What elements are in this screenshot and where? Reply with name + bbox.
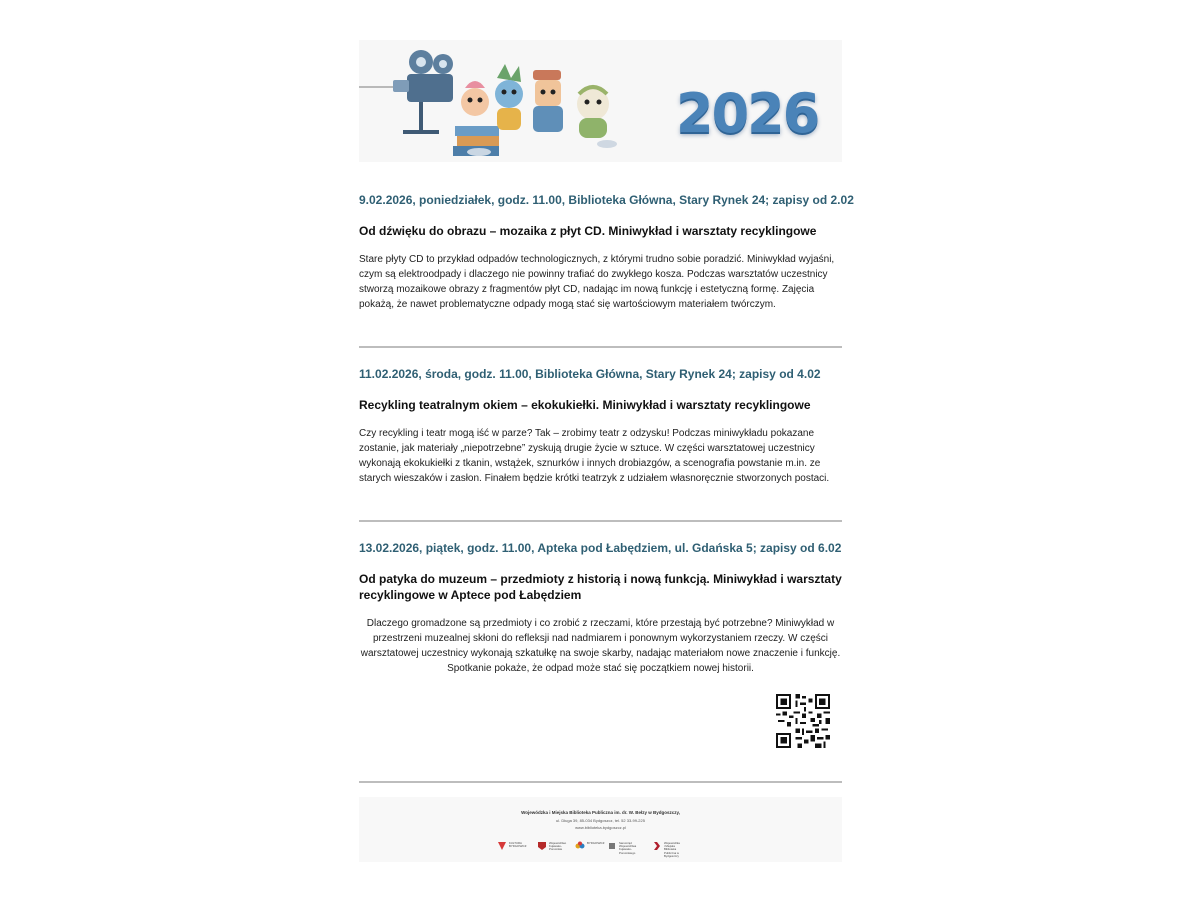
section-divider	[359, 520, 842, 522]
event-description: Dlaczego gromadzone są przedmioty i co zrobić z rzeczami, które przestają być potrzebne? Miniwykład w przestrzeni muzealnej skłoni do refleksji nad nadmiarem i ponownym wykorzystaniem rzeczy. W części warsztatowej uczestnicy wykonają szkatułkę na swoje skarby, nadając materiałom nowe znaczenie i funkcję. Spotkanie pokaże, że odpad może stać się początkiem nowej historii.	[360, 618, 841, 674]
event-date: 11.02.2026, środa, godz. 11.00, Biblioteka Główna, Stary Rynek 24; zapisy od 4.02	[359, 367, 821, 381]
header-divider	[359, 86, 393, 88]
year-heading: 2026	[676, 82, 819, 145]
bydgoszcz-logo-icon	[575, 841, 585, 851]
flyer-page	[359, 40, 854, 862]
event-2	[359, 367, 842, 486]
header-banner	[359, 40, 842, 162]
footer-logos: KULTURA BYDGOSZCZ Województwo Kujawsko-Pomorskie BYDGOSZCZ Samorząd Województwa Kujawsko-Pomorskiego Wojewódzka i Miejska Biblioteka Publiczna w Bydgoszczy	[497, 839, 697, 855]
voivodeship-crest-icon	[537, 841, 547, 851]
samorzad-logo-icon	[607, 841, 617, 851]
event-title: Od dźwięku do obrazu – mozaika z płyt CD. Miniwykład i warsztaty recyklingowe	[359, 224, 817, 238]
event-title: Od patyka do muzeum – przedmioty z historią i nową funkcją. Miniwykład i warsztaty recyklingowe w Aptece pod Łabędziem	[359, 572, 842, 602]
footer-address: ul. Długa 39, 85-034 Bydgoszcz, tel. 52 33-99-225	[556, 818, 645, 823]
footer	[359, 797, 842, 862]
event-title: Recykling teatralnym okiem – ekokukiełki. Miniwykład i warsztaty recyklingowe	[359, 398, 811, 412]
event-date: 9.02.2026, poniedziałek, godz. 11.00, Biblioteka Główna, Stary Rynek 24; zapisy od 2.02	[359, 193, 854, 207]
section-divider	[359, 346, 842, 348]
event-date: 13.02.2026, piątek, godz. 11.00, Apteka pod Łabędziem, ul. Gdańska 5; zapisy od 6.02	[359, 541, 842, 555]
event-description: Stare płyty CD to przykład odpadów technologicznych, z którymi trudno sobie poradzić. Miniwykład wyjaśni, czym są elektroodpady i dlaczego nie powinny trafiać do zwykłego kosza. Podczas warsztatów uczestnicy stworzą mozaikowe obrazy z fragmentów płyt CD, nadając im nową funkcję i estetyczną formę. Zajęcia pokażą, że nawet problematyczne odpady mogą stać się wartościowym materiałem twórczym.	[359, 254, 835, 310]
qr-code-icon[interactable]	[776, 694, 830, 748]
event-1	[359, 193, 854, 312]
library-logo-icon	[652, 841, 662, 851]
event-3	[359, 541, 842, 676]
footer-organization: Wojewódzka i Miejska Biblioteka Publiczna im. dr. W. Bełzy w Bydgoszczy,	[521, 810, 680, 815]
footer-website[interactable]: www.biblioteka.bydgoszcz.pl	[575, 825, 626, 830]
kultura-logo-icon	[497, 841, 507, 851]
event-description: Czy recykling i teatr mogą iść w parze? Tak – zrobimy teatr z odzysku! Podczas miniwykładu pokazane zostanie, jak materiały „niepotrzebne” zyskują drugie życie w sztuce. W części warsztatowej uczestnicy wykonają ekokukiełki z tkanin, wstążek, sznurków i innych drobiazgów, a scenografia powstanie m.in. ze starych wieszaków i zasłon. Finałem będzie krótki teatrzyk z udziałem własnoręcznie stworzonych postaci.	[359, 428, 830, 484]
puppets-projector-illustration	[393, 44, 633, 160]
section-divider	[359, 781, 842, 783]
